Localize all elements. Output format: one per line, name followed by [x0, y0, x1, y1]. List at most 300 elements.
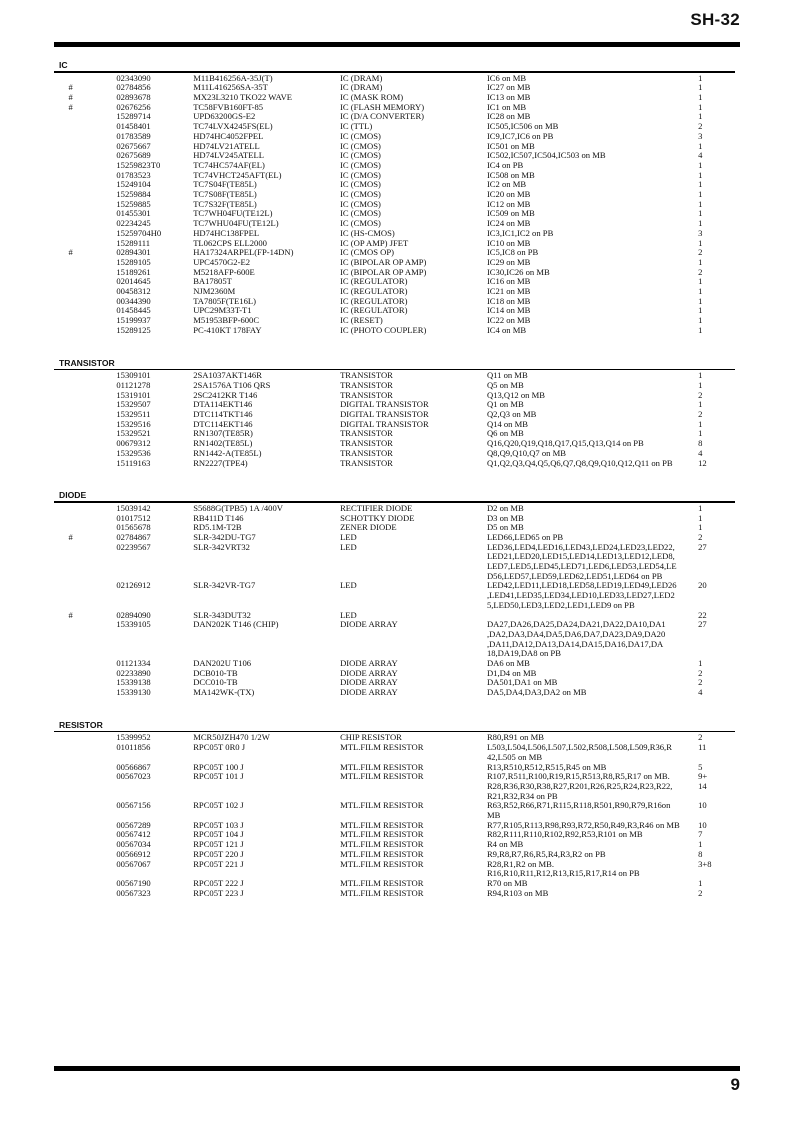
table-row: [59, 200, 735, 210]
part-description: 2SA1576A T106 QRS: [193, 379, 271, 390]
part-quantity: 1: [698, 82, 703, 93]
table-row: [59, 743, 735, 762]
part-type: TRANSISTOR: [340, 438, 393, 449]
part-number: 15329507: [116, 399, 151, 410]
revision-mark: [59, 381, 82, 391]
part-type: TRANSISTOR: [340, 447, 393, 458]
part-location: DA27,DA26,DA25,DA24,DA21,DA22,DA10,DA1 ,DA2,DA3,DA4,DA5,DA6,DA7,DA23,DA9,DA20 ,DA11,DA12,DA13,DA14,DA15,DA16,DA17,DA 18,DA19,DA8 on PB: [486, 619, 666, 659]
part-number: 01017512: [116, 512, 151, 523]
part-type: IC (CMOS): [340, 140, 381, 151]
part-type: TRANSISTOR: [340, 389, 393, 400]
page-number: 9: [730, 1075, 740, 1094]
part-location: LED36,LED4,LED16,LED43,LED24,LED23,LED22, LED21,LED20,LED15,LED14,LED13,LED12,LED8, LED7,LED5,LED45,LED71,LED6,LED53,LED54,LE D56,LED57,LED59,LED62,LED51,LED64 on PB: [486, 541, 677, 581]
revision-mark: #: [68, 82, 73, 93]
part-number: 02675689: [116, 150, 151, 161]
table-row: [59, 459, 735, 469]
part-quantity: 1: [698, 418, 703, 429]
part-number: 02784867: [116, 531, 151, 542]
part-quantity: 2: [698, 667, 703, 678]
part-quantity: 1: [698, 159, 703, 170]
part-location: IC2 on MB: [486, 179, 527, 190]
part-quantity: 1: [698, 839, 703, 850]
section-rule: [54, 369, 735, 371]
part-type: MTL.FILM RESISTOR: [340, 819, 424, 830]
part-description: M11B416256A-35J(T): [193, 72, 273, 83]
part-type: MTL.FILM RESISTOR: [340, 839, 424, 850]
revision-mark: [59, 879, 82, 889]
part-number: 15289105: [116, 256, 151, 267]
section-title: DIODE: [59, 490, 87, 501]
table-row: [59, 860, 735, 879]
revision-mark: #: [68, 247, 73, 258]
part-description: RPC05T 222 J: [193, 878, 244, 888]
part-type: TRANSISTOR: [340, 370, 393, 381]
part-description: TC74HC574AF(EL): [193, 159, 265, 170]
part-type: IC (CMOS): [340, 130, 381, 141]
part-description: TC58FVB160FT-85: [193, 101, 264, 112]
revision-mark: [59, 514, 82, 524]
part-number: 02894090: [116, 609, 151, 620]
part-quantity: 8: [698, 438, 703, 449]
part-description: MX23L3210 TKO22 WAVE: [193, 92, 293, 102]
part-quantity: 1: [698, 878, 703, 888]
part-location: R107,R511,R100,R19,R15,R513,R8,R5,R17 on MB. R28,R36,R30,R38,R27,R201,R26,R25,R24,R23,R22, R21,R32,R34 on PB: [486, 771, 673, 801]
part-type: MTL.FILM RESISTOR: [340, 800, 424, 811]
part-description: M11L416256SA-35T: [193, 82, 268, 93]
section-gap: [59, 698, 735, 720]
part-type: IC (DRAM): [340, 82, 383, 93]
table-row: [59, 620, 735, 659]
part-location: IC502,IC507,IC504,IC503 on MB: [486, 150, 606, 161]
part-location: IC4 on MB: [486, 324, 527, 335]
part-location: IC14 on MB: [486, 305, 531, 316]
part-number: 00344390: [116, 295, 151, 306]
part-number: 15039142: [116, 502, 151, 513]
part-number: 01458401: [116, 121, 151, 132]
part-quantity: 4: [698, 447, 703, 458]
part-type: DIODE ARRAY: [340, 677, 398, 688]
part-description: MA142WK-(TX): [193, 687, 255, 698]
part-description: DCC010-TB: [193, 677, 238, 688]
part-type: MTL.FILM RESISTOR: [340, 742, 424, 753]
part-location: R4 on MB: [486, 839, 524, 850]
part-location: IC30,IC26 on MB: [486, 266, 550, 277]
part-location: Q8,Q9,Q10,Q7 on MB: [486, 447, 566, 458]
part-quantity: 27: [698, 619, 707, 630]
part-quantity: 1: [698, 179, 703, 190]
part-location: IC1 on MB: [486, 101, 527, 112]
part-location: R94,R103 on MB: [486, 887, 549, 898]
part-description: TA7805F(TE16L): [193, 295, 256, 306]
part-location: R80,R91 on MB: [486, 732, 545, 743]
part-quantity: 1: [698, 286, 703, 297]
part-number: 15259823T0: [116, 159, 161, 170]
part-location: IC29 on MB: [486, 256, 531, 267]
part-type: IC (D/A CONVERTER): [340, 111, 425, 122]
table-row: [59, 381, 735, 391]
bottom-divider: [54, 1066, 740, 1071]
part-type: IC (DRAM): [340, 72, 383, 83]
part-location: Q5 on MB: [486, 379, 524, 390]
part-description: TC7S08F(TE85L): [193, 189, 257, 200]
part-number: 15339138: [116, 677, 151, 688]
part-type: MTL.FILM RESISTOR: [340, 858, 424, 869]
part-location: D2 on MB: [486, 502, 524, 513]
table-row: [59, 523, 735, 533]
part-quantity: 1: [698, 256, 703, 267]
part-location: D3 on MB: [486, 512, 524, 523]
part-location: R70 on MB: [486, 878, 528, 888]
part-description: RPC05T 221 J: [193, 858, 244, 869]
revision-mark: [59, 180, 82, 190]
part-type: LED: [340, 609, 357, 620]
part-quantity: 27: [698, 541, 707, 552]
part-description: 2SA1037AKT146R: [193, 370, 262, 381]
part-number: 15329536: [116, 447, 151, 458]
revision-mark: [59, 763, 82, 773]
part-number: 00679312: [116, 438, 151, 449]
part-description: MCR50JZH470 1/2W: [193, 732, 270, 743]
part-number: 15289714: [116, 111, 151, 122]
part-location: IC3,IC1,IC2 on PB: [486, 227, 554, 238]
part-location: IC27 on MB: [486, 82, 531, 93]
section-title: IC: [59, 60, 68, 70]
part-description: UPC4570G2-E2: [193, 256, 251, 267]
part-number: 02784856: [116, 82, 151, 93]
part-number: 15399952: [116, 732, 151, 743]
table-row: [59, 171, 735, 181]
part-description: RN1442-A(TE85L): [193, 447, 262, 458]
part-quantity: 2: [698, 408, 703, 419]
part-number: 15259704H0: [116, 227, 162, 238]
revision-mark: [59, 287, 82, 297]
part-location: R9,R8,R7,R6,R5,R4,R3,R2 on PB: [486, 848, 606, 859]
part-location: Q11 on MB: [486, 370, 528, 381]
table-row: [59, 889, 735, 899]
part-description: RPC05T 0R0 J: [193, 742, 246, 753]
revision-mark: [59, 543, 82, 582]
revision-mark: [59, 171, 82, 181]
part-quantity: 1: [698, 72, 703, 83]
revision-mark: #: [68, 92, 73, 102]
part-description: SLR-342DU-TG7: [193, 531, 256, 542]
table-row: [59, 420, 735, 430]
revision-mark: [59, 219, 82, 229]
part-type: MTL.FILM RESISTOR: [340, 887, 424, 898]
part-quantity: 7: [698, 829, 703, 840]
part-type: DIGITAL TRANSISTOR: [340, 418, 429, 429]
part-location: Q1,Q2,Q3,Q4,Q5,Q6,Q7,Q8,Q9,Q10,Q12,Q11 on PB: [486, 457, 673, 468]
revision-mark: [59, 821, 82, 831]
part-quantity: 1: [698, 198, 703, 209]
revision-mark: #: [68, 609, 73, 620]
part-quantity: 5: [698, 761, 703, 772]
part-location: LED42,LED11,LED18,LED58,LED19,LED49,LED26 ,LED41,LED35,LED34,LED10,LED33,LED27,LED2 5,LED50,LED3,LED2,LED1,LED9 on PB: [486, 580, 677, 610]
part-location: IC509 on MB: [486, 208, 535, 219]
part-description: RPC05T 121 J: [193, 839, 244, 850]
part-description: SLR-342VRT32: [193, 541, 250, 552]
revision-mark: [59, 326, 82, 336]
part-number: 01565678: [116, 522, 151, 533]
revision-mark: [59, 688, 82, 698]
part-description: HD74HC138FPEL: [193, 227, 260, 238]
part-number: 00566912: [116, 848, 151, 859]
part-description: NJM2360M: [193, 286, 236, 297]
part-number: 15189261: [116, 266, 151, 277]
part-number: 15259885: [116, 198, 151, 209]
part-description: M51953BFP-600C: [193, 315, 260, 326]
part-quantity: 1: [698, 522, 703, 533]
table-row: [59, 543, 735, 582]
part-number: 02343090: [116, 72, 151, 83]
part-type: DIGITAL TRANSISTOR: [340, 408, 429, 419]
part-type: MTL.FILM RESISTOR: [340, 761, 424, 772]
part-quantity: 2: [698, 531, 703, 542]
part-description: PC-410KT 178FAY: [193, 324, 262, 335]
revision-mark: [59, 449, 82, 459]
part-location: R28,R1,R2 on MB. R16,R10,R11,R12,R13,R15,R17,R14 on PB: [486, 858, 640, 879]
part-number: 15119163: [116, 457, 151, 468]
part-type: MTL.FILM RESISTOR: [340, 878, 424, 888]
part-description: SLR-343DUT32: [193, 609, 251, 620]
part-type: IC (CMOS): [340, 150, 381, 161]
model-name: SH-32: [690, 10, 740, 29]
part-quantity: 1: [698, 315, 703, 326]
part-location: IC18 on MB: [486, 295, 531, 306]
part-type: IC (BIPOLAR OP AMP): [340, 266, 427, 277]
revision-mark: [59, 112, 82, 122]
part-location: IC505,IC506 on MB: [486, 121, 559, 132]
part-description: RPC05T 103 J: [193, 819, 244, 830]
part-location: Q14 on MB: [486, 418, 529, 429]
part-quantity: 1: [698, 189, 703, 200]
part-location: LED66,LED65 on PB: [486, 531, 564, 542]
part-number: 15339130: [116, 687, 151, 698]
part-description: S5688G(TPB5) 1A /400V: [193, 502, 283, 513]
part-type: MTL.FILM RESISTOR: [340, 829, 424, 840]
revision-mark: [59, 132, 82, 142]
part-quantity: 1: [698, 658, 703, 669]
part-quantity: 2: [698, 247, 703, 258]
section-ic: [59, 60, 735, 336]
section-transistor: [59, 358, 735, 469]
part-type: DIODE ARRAY: [340, 658, 398, 669]
table-row: [59, 151, 735, 161]
part-type: IC (HS-CMOS): [340, 227, 395, 238]
part-location: IC508 on MB: [486, 169, 535, 180]
part-quantity: 9+ 14: [698, 771, 708, 791]
revision-mark: [59, 297, 82, 307]
part-type: IC (CMOS): [340, 159, 381, 170]
part-quantity: 3+8: [698, 858, 712, 869]
part-type: IC (REGULATOR): [340, 295, 408, 306]
part-number: 00567412: [116, 829, 151, 840]
part-description: UPD63200GS-E2: [193, 111, 256, 122]
part-type: TRANSISTOR: [340, 379, 393, 390]
part-type: IC (CMOS): [340, 198, 381, 209]
section-gap: [59, 336, 735, 358]
revision-mark: [59, 190, 82, 200]
part-quantity: 1: [698, 295, 703, 306]
part-type: IC (REGULATOR): [340, 286, 408, 297]
part-type: IC (MASK ROM): [340, 92, 404, 102]
part-location: IC21 on MB: [486, 286, 531, 297]
table-row: [59, 112, 735, 122]
part-location: D5 on MB: [486, 522, 524, 533]
table-row: [59, 581, 735, 610]
table-row: [59, 326, 735, 336]
part-description: RPC05T 101 J: [193, 771, 244, 782]
part-number: 01011856: [116, 742, 151, 753]
table-row: [59, 688, 735, 698]
revision-mark: [59, 439, 82, 449]
table-row: [59, 190, 735, 200]
part-location: IC5,IC8 on PB: [486, 247, 539, 258]
part-number: 15329511: [116, 408, 151, 419]
part-quantity: 1: [698, 111, 703, 122]
part-number: 15339105: [116, 619, 151, 630]
section-diode: [59, 490, 735, 698]
part-number: 00458312: [116, 286, 151, 297]
part-number: 15319101: [116, 389, 151, 400]
part-type: DIODE ARRAY: [340, 667, 398, 678]
part-quantity: 2: [698, 266, 703, 277]
revision-mark: [59, 772, 82, 801]
part-quantity: 1: [698, 92, 703, 102]
part-type: IC (CMOS): [340, 179, 381, 190]
part-type: DIODE ARRAY: [340, 687, 398, 698]
part-quantity: 2: [698, 732, 703, 743]
part-number: 00567023: [116, 771, 151, 782]
revision-mark: [59, 504, 82, 514]
part-number: 15289125: [116, 324, 151, 335]
part-location: IC501 on MB: [486, 140, 535, 151]
part-location: Q2,Q3 on MB: [486, 408, 537, 419]
part-description: RN2227(TPE4): [193, 457, 248, 468]
revision-mark: [59, 306, 82, 316]
revision-mark: [59, 678, 82, 688]
part-quantity: 1: [698, 140, 703, 151]
part-location: R77,R105,R113,R98,R93,R72,R50,R49,R3,R46 on MB: [486, 819, 680, 830]
table-row: [59, 74, 735, 84]
part-number: 01121334: [116, 658, 151, 669]
part-number: 02239567: [116, 541, 151, 552]
part-description: RB411D T146: [193, 512, 244, 523]
part-quantity: 3: [698, 130, 703, 141]
part-description: BA17805T: [193, 276, 232, 287]
revision-mark: [59, 209, 82, 219]
part-number: 02234245: [116, 218, 151, 229]
part-type: IC (CMOS OP): [340, 247, 395, 258]
part-description: DAN202K T146 (CHIP): [193, 619, 279, 630]
part-type: CHIP RESISTOR: [340, 732, 402, 743]
part-number: 00567156: [116, 800, 151, 811]
part-location: DA6 on MB: [486, 658, 530, 669]
part-description: RPC05T 102 J: [193, 800, 244, 811]
revision-mark: [59, 391, 82, 401]
part-type: IC (BIPOLAR OP AMP): [340, 256, 427, 267]
part-location: DA501,DA1 on MB: [486, 677, 558, 688]
part-quantity: 1: [698, 208, 703, 219]
part-number: 15289111: [116, 237, 151, 248]
part-type: DIODE ARRAY: [340, 619, 398, 630]
part-type: MTL.FILM RESISTOR: [340, 848, 424, 859]
part-type: IC (PHOTO COUPLER): [340, 324, 427, 335]
top-divider: [54, 42, 740, 47]
part-location: IC20 on MB: [486, 189, 531, 200]
part-type: IC (REGULATOR): [340, 276, 408, 287]
revision-mark: #: [68, 101, 73, 112]
part-description: M5218AFP-600E: [193, 266, 255, 277]
part-description: HA17324ARPEL(FP-14DN): [193, 247, 294, 258]
revision-mark: [59, 669, 82, 679]
table-row: [59, 161, 735, 171]
part-number: 01121278: [116, 379, 151, 390]
part-quantity: 1: [698, 324, 703, 335]
part-type: LED: [340, 541, 357, 552]
revision-mark: [59, 277, 82, 287]
table-row: [59, 801, 735, 820]
part-number: 02676256: [116, 101, 151, 112]
part-quantity: 2: [698, 389, 703, 400]
section-gap: [59, 468, 735, 490]
part-location: D1,D4 on MB: [486, 667, 537, 678]
part-description: DAN202U T106: [193, 658, 252, 669]
part-quantity: 1: [698, 305, 703, 316]
part-location: IC22 on MB: [486, 315, 531, 326]
part-quantity: 4: [698, 150, 703, 161]
part-description: UPC29M33T-T1: [193, 305, 252, 316]
part-type: TRANSISTOR: [340, 457, 393, 468]
part-type: DIGITAL TRANSISTOR: [340, 399, 429, 410]
part-description: DTC114EKT146: [193, 418, 253, 429]
revision-mark: [59, 743, 82, 762]
part-number: 15329516: [116, 418, 151, 429]
part-description: TC7S04F(TE85L): [193, 179, 257, 190]
part-quantity: 1: [698, 502, 703, 513]
part-description: TC74VHCT245AFT(EL): [193, 169, 282, 180]
part-location: R63,R52,R66,R71,R115,R118,R501,R90,R79,R16on MB: [486, 800, 671, 821]
part-description: RPC05T 220 J: [193, 848, 244, 859]
part-description: TC74LVX4245FS(EL): [193, 121, 273, 132]
part-location: IC16 on MB: [486, 276, 531, 287]
part-quantity: 1: [698, 101, 703, 112]
part-description: DTC114TKT146: [193, 408, 253, 419]
part-location: IC10 on MB: [486, 237, 531, 248]
part-description: DCB010-TB: [193, 667, 238, 678]
revision-mark: [59, 459, 82, 469]
table-row: [59, 132, 735, 142]
part-quantity: 22: [698, 609, 707, 620]
part-description: RN1402(TE85L): [193, 438, 253, 449]
revision-mark: [59, 581, 82, 610]
part-number: 00567323: [116, 887, 151, 898]
revision-mark: [59, 258, 82, 268]
part-quantity: 10: [698, 800, 707, 811]
part-type: MTL.FILM RESISTOR: [340, 771, 424, 782]
part-number: 15249104: [116, 179, 151, 190]
part-quantity: 1: [698, 276, 703, 287]
part-quantity: 1: [698, 399, 703, 410]
part-type: LED: [340, 531, 357, 542]
part-quantity: 11: [698, 742, 707, 753]
part-quantity: 2: [698, 887, 703, 898]
revision-mark: [59, 161, 82, 171]
part-location: IC6 on MB: [486, 72, 527, 83]
table-row: [59, 122, 735, 132]
revision-mark: [59, 733, 82, 743]
part-location: Q6 on MB: [486, 428, 524, 439]
